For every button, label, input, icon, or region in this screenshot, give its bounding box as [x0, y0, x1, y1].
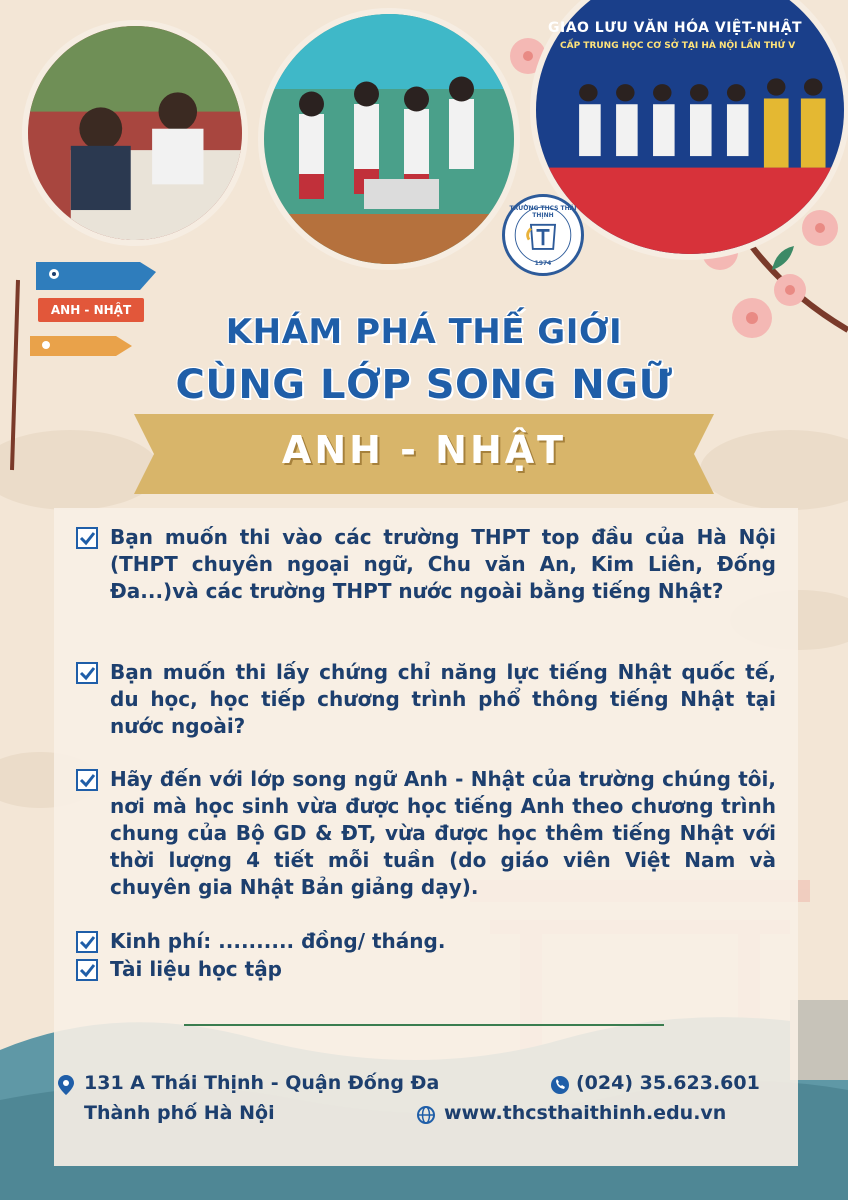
location-pin-icon	[56, 1074, 76, 1096]
checkbox-icon	[76, 931, 98, 953]
item-text: Hãy đến với lớp song ngữ Anh - Nhật của trường chúng tôi, nơi mà học sinh vừa được học tiếng Anh theo chương trình chung của Bộ GD & ĐT, vừa được học thêm tiếng Nhật với thời lượng 4 tiết mỗi tuần (do giáo viên Việt Nam và chuyên gia Nhật Bản giảng dạy).	[110, 767, 776, 899]
website-link[interactable]: www.thcsthaithinh.edu.vn	[444, 1102, 727, 1124]
item-text: Bạn muốn thi lấy chứng chỉ năng lực tiếng Nhật quốc tế, du học, học tiếp chương trình phổ thông tiếng Nhật tại nước ngoài?	[110, 660, 776, 738]
headline-ribbon	[134, 414, 714, 494]
school-logo	[502, 194, 584, 276]
invitation-item	[76, 766, 776, 901]
divider	[184, 1024, 664, 1026]
checkbox-icon	[76, 527, 98, 549]
checkbox-icon	[76, 959, 98, 981]
globe-icon	[416, 1104, 436, 1126]
photo-banner-title: GIAO LƯU VĂN HÓA VIỆT-NHẬT	[548, 20, 803, 36]
phone-number[interactable]: (024) 35.623.601	[576, 1072, 760, 1094]
photo-stage-activity	[258, 8, 520, 270]
checkbox-icon	[76, 769, 98, 791]
fee-item	[76, 928, 776, 955]
materials-item	[76, 956, 776, 983]
headline-line-2: CÙNG LỚP SONG NGỮ	[175, 362, 673, 408]
content-panel	[54, 508, 798, 1166]
fish-flag-label: ANH - NHẬT	[38, 298, 144, 322]
photo-calligraphy-students	[22, 20, 248, 246]
question-item	[76, 659, 776, 740]
address-line-1: 131 A Thái Thịnh - Quận Đống Đa	[84, 1072, 440, 1094]
item-text: Tài liệu học tập	[110, 957, 283, 981]
headline-line-1: KHÁM PHÁ THẾ GIỚI	[225, 312, 623, 352]
logo-year: 1974	[534, 260, 552, 267]
checkbox-icon	[76, 662, 98, 684]
address-line-2: Thành phố Hà Nội	[84, 1102, 275, 1124]
photo-banner-subtitle: CẤP TRUNG HỌC CƠ SỞ TẠI HÀ NỘI LẦN THỨ V	[560, 41, 796, 51]
ribbon-text: ANH - NHẬT	[281, 428, 567, 472]
item-text: Kinh phí: .......... đồng/ tháng.	[110, 929, 446, 953]
logo-school-name: TRƯỜNG THCS THÁI THỊNH	[509, 205, 577, 219]
question-item	[76, 524, 776, 605]
phone-icon	[550, 1074, 570, 1096]
item-text: Bạn muốn thi vào các trường THPT top đầu của Hà Nội (THPT chuyên ngoại ngữ, Chu văn An, Kim Liên, Đống Đa...)và các trường THPT nước ngoài bằng tiếng Nhật?	[110, 525, 776, 603]
